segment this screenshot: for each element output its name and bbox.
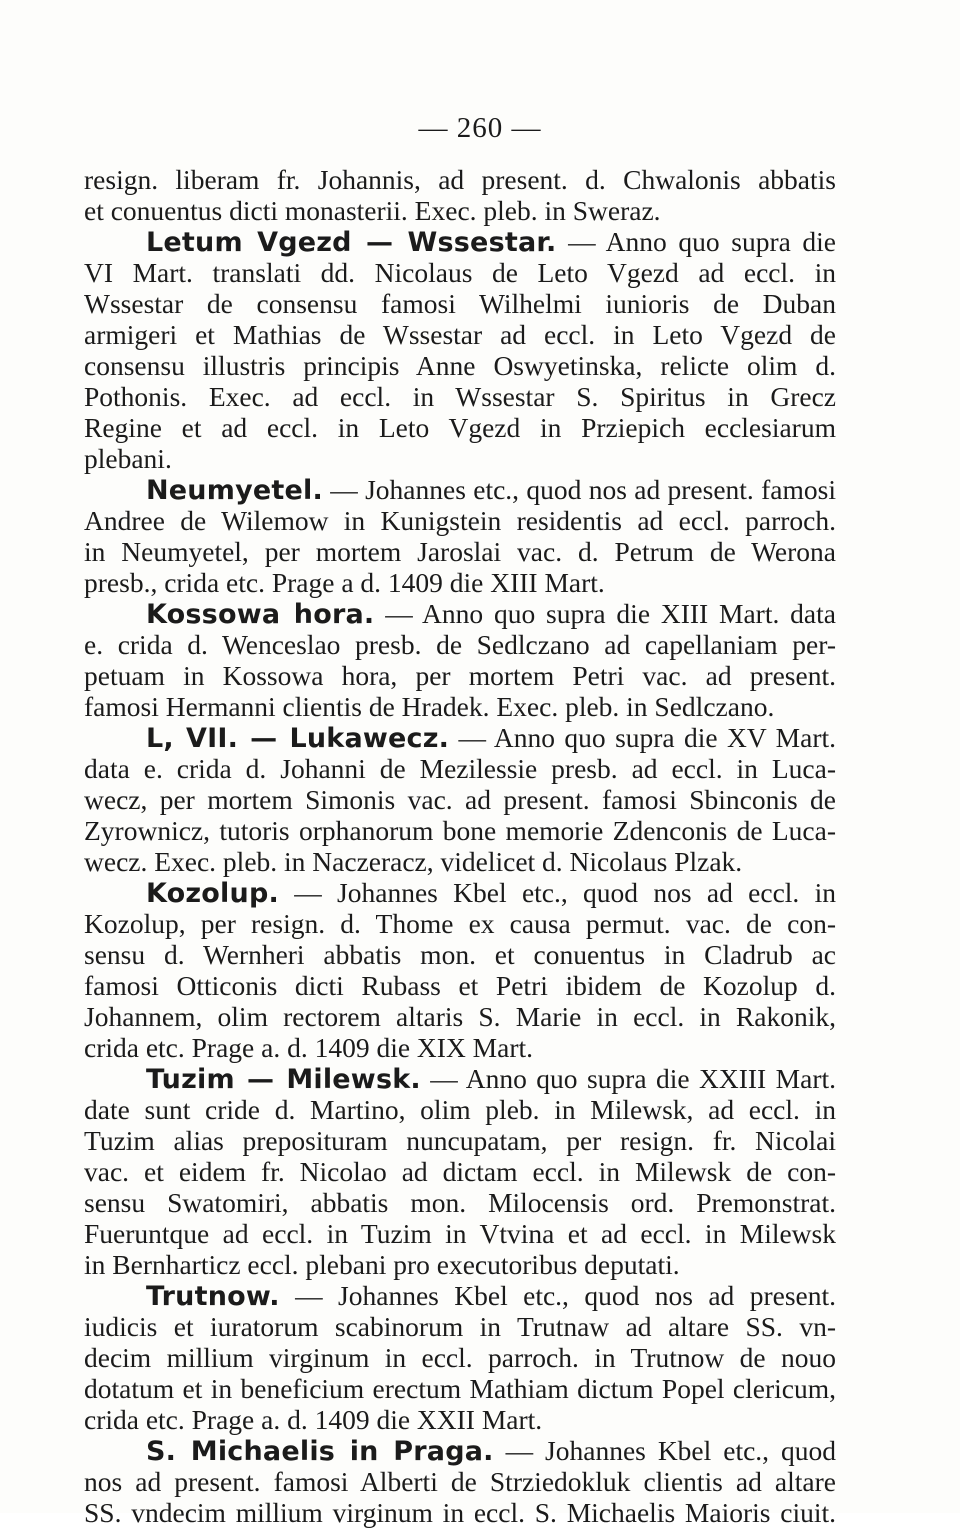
line-text: — Anno quo supra die XV Mart. bbox=[449, 722, 836, 753]
text-line bbox=[84, 536, 836, 567]
text-line bbox=[84, 443, 836, 474]
text-line bbox=[84, 1094, 836, 1125]
page-number: — 260 — bbox=[418, 112, 542, 144]
text-line bbox=[84, 1311, 836, 1342]
line-text: et conuentus dicti monasterii. Exec. pleb. in Sweraz. bbox=[84, 195, 661, 226]
line-text: petuam in Kossowa hora, per mortem Petri vac. ad present. bbox=[84, 660, 836, 691]
text-line bbox=[84, 691, 836, 722]
line-text: dotatum et in beneficium erectum Mathiam dictum Popel clericum, bbox=[84, 1373, 836, 1404]
text-line bbox=[84, 1156, 836, 1187]
line-text: — Anno quo supra die XXIII Mart. bbox=[420, 1063, 836, 1094]
text-line bbox=[84, 195, 836, 226]
line-text: Johannem, olim rectorem altaris S. Marie in eccl. in Rakonik, bbox=[84, 1001, 836, 1032]
text-line bbox=[84, 567, 836, 598]
text-line bbox=[84, 629, 836, 660]
line-text: resign. liberam fr. Johannis, ad present. d. Chwalonis abbatis bbox=[84, 164, 836, 195]
line-text: famosi Otticonis dicti Rubass et Petri ibidem de Kozolup d. bbox=[84, 970, 836, 1001]
line-text: — Anno quo supra die XIII Mart. data bbox=[374, 598, 836, 629]
text-line bbox=[84, 784, 836, 815]
text-line bbox=[84, 1032, 836, 1063]
text-line bbox=[84, 319, 836, 350]
entry-heading: Kozolup. bbox=[146, 878, 279, 909]
text-line bbox=[84, 1373, 836, 1404]
text-line bbox=[84, 815, 836, 846]
line-text: sensu Swatomiri, abbatis mon. Milocensis ord. Premonstrat. bbox=[84, 1187, 836, 1218]
line-text: Fueruntque ad eccl. in Tuzim in Vtvina et ad eccl. in Milewsk bbox=[84, 1218, 836, 1249]
line-text: armigeri et Mathias de Wssestar ad eccl. in Leto Vgezd de bbox=[84, 319, 836, 350]
line-text: Regine et ad eccl. in Leto Vgezd in Prziepich ecclesiarum bbox=[84, 412, 836, 443]
line-text: — Johannes Kbel etc., quod bbox=[493, 1435, 836, 1466]
entry-heading-line bbox=[84, 877, 836, 908]
line-text: wecz, per mortem Simonis vac. ad present. famosi Sbinconis de bbox=[84, 784, 836, 815]
text-line bbox=[84, 1466, 836, 1497]
text-line bbox=[84, 1001, 836, 1032]
entry-heading: L, VII. — Lukawecz. bbox=[146, 723, 450, 754]
line-text: decim millium virginum in eccl. parroch. in Trutnow de nouo bbox=[84, 1342, 836, 1373]
entry-heading-line bbox=[84, 598, 836, 629]
line-text: in Bernharticz eccl. plebani pro executoribus deputati. bbox=[84, 1249, 680, 1280]
line-text: date sunt cride d. Martino, olim pleb. in Milewsk, ad eccl. in bbox=[84, 1094, 836, 1125]
line-text: in Neumyetel, per mortem Jaroslai vac. d. Petrum de Werona bbox=[84, 536, 836, 567]
text-line bbox=[84, 908, 836, 939]
text-line bbox=[84, 753, 836, 784]
text-line bbox=[84, 257, 836, 288]
text-line bbox=[84, 164, 836, 195]
body-text bbox=[84, 164, 836, 1528]
line-text: Andree de Wilemow in Kunigstein residentis ad eccl. parroch. bbox=[84, 505, 836, 536]
entry-heading-line bbox=[84, 722, 836, 753]
line-text: sensu d. Wernheri abbatis mon. et conuentus in Cladrub ac bbox=[84, 939, 836, 970]
line-text: iudicis et iuratorum scabinorum in Trutnaw ad altare SS. vn- bbox=[84, 1311, 836, 1342]
line-text: Tuzim alias preposituram nuncupatam, per resign. fr. Nicolai bbox=[84, 1125, 836, 1156]
text-line bbox=[84, 846, 836, 877]
line-text: — Johannes Kbel etc., quod nos ad present. bbox=[279, 1280, 836, 1311]
line-text: SS. vndecim millium virginum in eccl. S. Michaelis Maioris ciuit. bbox=[84, 1497, 836, 1528]
text-line bbox=[84, 381, 836, 412]
entry-heading-line bbox=[84, 1063, 836, 1094]
line-text: plebani. bbox=[84, 443, 172, 474]
entry-heading: S. Michaelis in Praga. bbox=[146, 1436, 494, 1467]
entry-heading-line bbox=[84, 1435, 836, 1466]
entry-heading: Tuzim — Milewsk. bbox=[146, 1064, 421, 1095]
line-text: — Anno quo supra die bbox=[556, 226, 837, 257]
entry-heading: Trutnow. bbox=[146, 1281, 280, 1312]
entry-heading: Kossowa hora. bbox=[146, 599, 375, 630]
line-text: — Johannes etc., quod nos ad present. famosi bbox=[322, 474, 836, 505]
text-line bbox=[84, 288, 836, 319]
text-line bbox=[84, 970, 836, 1001]
line-text: crida etc. Prage a. d. 1409 die XXII Mart. bbox=[84, 1404, 543, 1435]
entry-heading: Neumyetel. bbox=[146, 475, 323, 506]
line-text: consensu illustris principis Anne Oswyetinska, relicte olim d. bbox=[84, 350, 836, 381]
line-text: Wssestar de consensu famosi Wilhelmi iunioris de Duban bbox=[84, 288, 836, 319]
line-text: crida etc. Prage a. d. 1409 die XIX Mart. bbox=[84, 1032, 534, 1063]
line-text: Pothonis. Exec. ad eccl. in Wssestar S. Spiritus in Grecz bbox=[84, 381, 836, 412]
line-text: presb., crida etc. Prage a d. 1409 die XIII Mart. bbox=[84, 567, 605, 598]
line-text: VI Mart. translati dd. Nicolaus de Leto Vgezd ad eccl. in bbox=[84, 257, 836, 288]
text-line bbox=[84, 1342, 836, 1373]
text-line bbox=[84, 412, 836, 443]
text-line bbox=[84, 660, 836, 691]
line-text: — Johannes Kbel etc., quod nos ad eccl. in bbox=[278, 877, 836, 908]
line-text: nos ad present. famosi Alberti de Strziedokluk clientis ad altare bbox=[84, 1466, 836, 1497]
entry-heading: Letum Vgezd — Wssestar. bbox=[146, 227, 557, 258]
text-line bbox=[84, 1249, 836, 1280]
text-line bbox=[84, 1218, 836, 1249]
text-line bbox=[84, 1125, 836, 1156]
entry-heading-line bbox=[84, 1280, 836, 1311]
line-text: famosi Hermanni clientis de Hradek. Exec. pleb. in Sedlczano. bbox=[84, 691, 775, 722]
text-line bbox=[84, 505, 836, 536]
text-line bbox=[84, 350, 836, 381]
line-text: vac. et eidem fr. Nicolao ad dictam eccl. in Milewsk de con- bbox=[84, 1156, 836, 1187]
line-text: e. crida d. Wenceslao presb. de Sedlczano ad capellaniam per- bbox=[84, 629, 836, 660]
text-line bbox=[84, 939, 836, 970]
entry-heading-line bbox=[84, 226, 836, 257]
line-text: data e. crida d. Johanni de Mezilessie presb. ad eccl. in Luca- bbox=[84, 753, 836, 784]
line-text: wecz. Exec. pleb. in Naczeracz, videlicet d. Nicolaus Plzak. bbox=[84, 846, 743, 877]
line-text: Kozolup, per resign. d. Thome ex causa permut. vac. de con- bbox=[84, 908, 836, 939]
entry-heading-line bbox=[84, 474, 836, 505]
text-line bbox=[84, 1404, 836, 1435]
line-text: Zyrownicz, tutoris orphanorum bone memorie Zdenconis de Luca- bbox=[84, 815, 836, 846]
text-line bbox=[84, 1187, 836, 1218]
